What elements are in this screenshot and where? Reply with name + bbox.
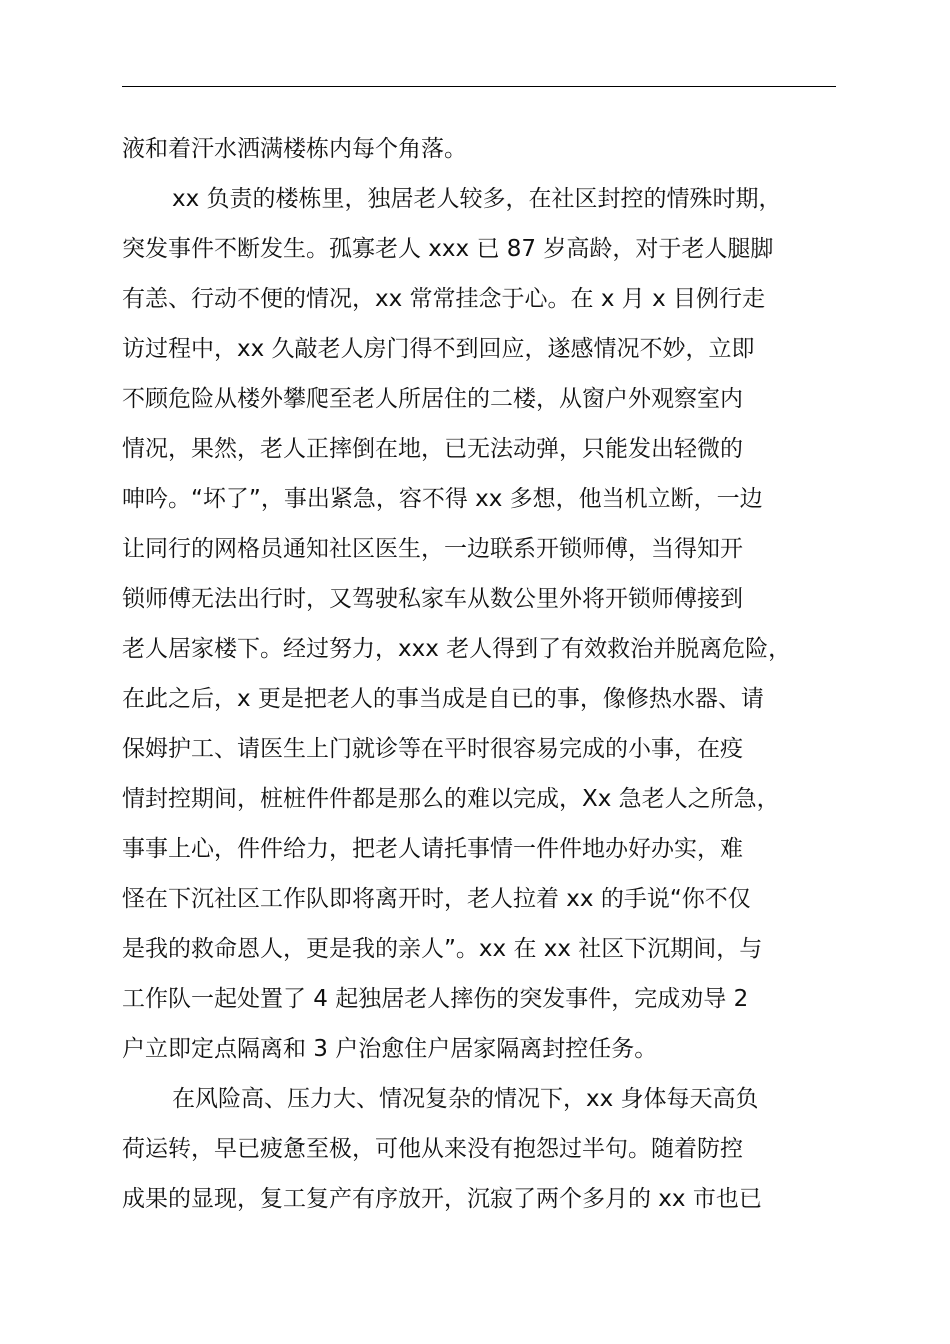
text-line: 在风险高、压力大、情况复杂的情况下，xx 身体每天高负 <box>172 1086 759 1112</box>
text-line: 让同行的网格员通知社区医生，一边联系开锁师傅，当得知开 <box>122 536 743 562</box>
text-line: 情况，果然，老人正摔倒在地，已无法动弹，只能发出轻微的 <box>122 436 743 462</box>
text-line: 锁师傅无法出行时，又驾驶私家车从数公里外将开锁师傅接到 <box>122 586 743 612</box>
text-line: 户立即定点隔离和 3 户治愈住户居家隔离封控任务。 <box>122 1036 658 1062</box>
text-line: 呻吟。“坏了”，事出紧急，容不得 xx 多想，他当机立断，一边 <box>122 486 763 512</box>
text-line: 事事上心，件件给力，把老人请托事情一件件地办好办实，难 <box>122 836 743 862</box>
text-line: 是我的救命恩人，更是我的亲人”。xx 在 xx 社区下沉期间，与 <box>122 936 763 962</box>
text-line: 不顾危险从楼外攀爬至老人所居住的二楼，从窗户外观察室内 <box>122 386 743 412</box>
text-line: 情封控期间，桩桩件件都是那么的难以完成，Xx 急老人之所急， <box>122 786 780 812</box>
header-rule <box>122 86 836 87</box>
text-line: 突发事件不断发生。孤寡老人 xxx 已 87 岁高龄，对于老人腿脚 <box>122 236 774 262</box>
text-line: 荷运转，早已疲惫至极，可他从来没有抱怨过半句。随着防控 <box>122 1136 743 1162</box>
text-line: 液和着汗水洒满楼栋内每个角落。 <box>122 136 467 162</box>
text-line: 怪在下沉社区工作队即将离开时，老人拉着 xx 的手说“你不仅 <box>122 886 751 912</box>
text-line: xx 负责的楼栋里，独居老人较多，在社区封控的情殊时期， <box>172 186 782 212</box>
text-line: 工作队一起处置了 4 起独居老人摔伤的突发事件，完成劝导 2 <box>122 986 749 1012</box>
text-line: 保姆护工、请医生上门就诊等在平时很容易完成的小事，在疫 <box>122 736 743 762</box>
text-line: 有恙、行动不便的情况，xx 常常挂念于心。在 x 月 x 目例行走 <box>122 286 766 312</box>
text-line: 老人居家楼下。经过努力，xxx 老人得到了有效救治并脱离危险， <box>122 636 792 662</box>
body-text <box>122 124 862 1224</box>
text-line: 访过程中，xx 久敲老人房门得不到回应，遂感情况不妙，立即 <box>122 336 755 362</box>
text-line: 在此之后，x 更是把老人的事当成是自已的事，像修热水器、请 <box>122 686 764 712</box>
text-line: 成果的显现，复工复产有序放开，沉寂了两个多月的 xx 市也已 <box>122 1186 762 1212</box>
